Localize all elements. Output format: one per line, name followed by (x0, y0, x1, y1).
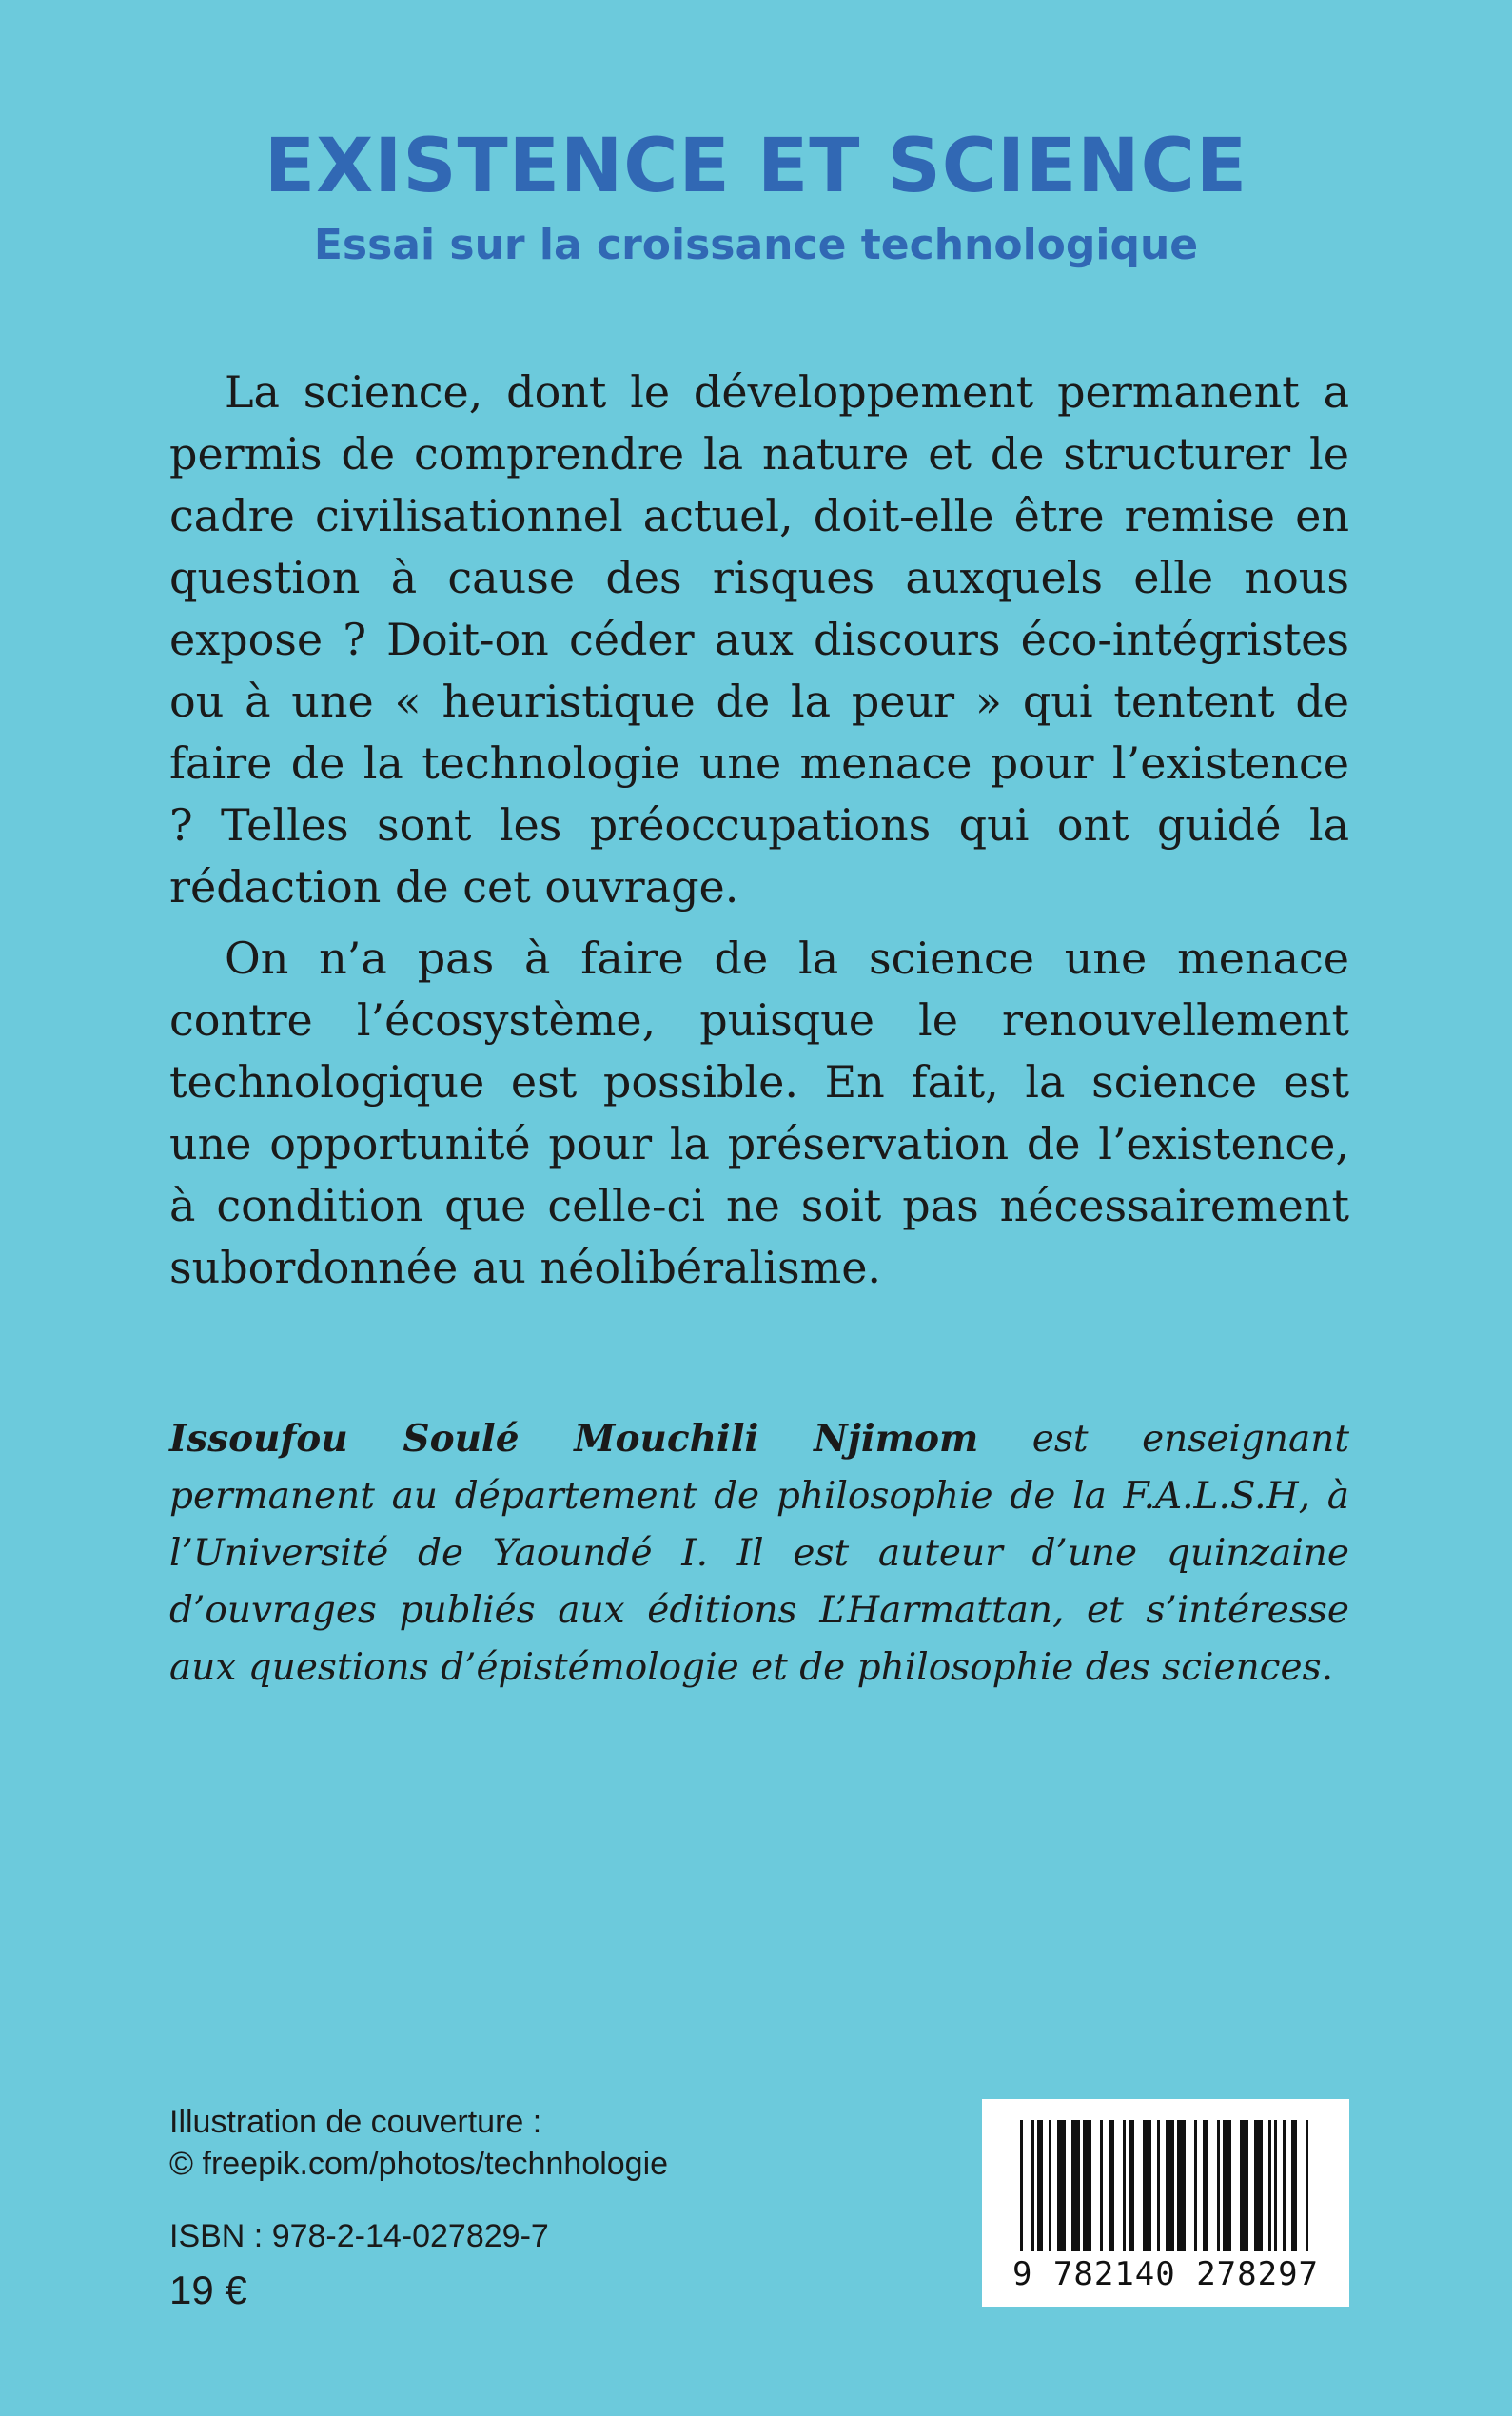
barcode-bar (1268, 2120, 1271, 2251)
barcode-bar (1203, 2120, 1208, 2251)
summary-paragraph: On n’a pas à faire de la science une menace contre l’écosystème, puisque le renouvellement technologique est possible. En fait, la science est une opportunité pour la préservation de l’existence, à condition que celle-ci ne soit pas nécessairement subordonnée au néolibéralisme. (169, 933, 1349, 1293)
barcode-bar (1306, 2120, 1308, 2251)
author-name: Issoufou Soulé Mouchili Njimom (169, 1417, 979, 1461)
barcode-digits: 9 782140 278297 (1011, 2255, 1320, 2293)
barcode-bar (1166, 2120, 1174, 2251)
credits-source: © freepik.com/photos/technhologie (169, 2146, 669, 2182)
book-subtitle: Essai sur la croissance technologique (313, 221, 1199, 269)
barcode-bar (1031, 2120, 1034, 2251)
barcode-bar (1157, 2120, 1160, 2251)
cover-credits (169, 2101, 668, 2185)
summary (169, 362, 1349, 1308)
barcode-bars (1020, 2120, 1311, 2251)
barcode-bar (1217, 2120, 1220, 2251)
barcode (982, 2099, 1349, 2307)
barcode-bar (1194, 2120, 1197, 2251)
barcode-bar (1274, 2120, 1277, 2251)
barcode-bar (1240, 2120, 1248, 2251)
credits-label: Illustration de couverture : (169, 2104, 542, 2140)
barcode-bar (1071, 2120, 1080, 2251)
barcode-bar (1223, 2120, 1231, 2251)
isbn: ISBN : 978-2-14-027829-7 (169, 2218, 549, 2254)
barcode-bar (1109, 2120, 1114, 2251)
barcode-bar (1129, 2120, 1134, 2251)
barcode-bar (1020, 2120, 1023, 2251)
author-bio (169, 1410, 1349, 1697)
summary-paragraph: La science, dont le développement permanent a permis de comprendre la nature et de structurer le cadre civilisationnel actuel, doit-elle être remise en question à cause des risques auxquels elle nous expose ? Doit-on céder aux discours éco-intégristes ou à une « heuristique de la peur » qui tentent de faire de la technologie une menace pour l’existence ? Telles sont les préoccupations qui ont guidé la rédaction de cet ouvrage. (169, 366, 1349, 913)
barcode-bar (1291, 2120, 1297, 2251)
barcode-bar (1143, 2120, 1151, 2251)
barcode-bar (1037, 2120, 1043, 2251)
barcode-bar (1177, 2120, 1186, 2251)
barcode-bar (1049, 2120, 1051, 2251)
barcode-bar (1083, 2120, 1091, 2251)
barcode-bar (1254, 2120, 1263, 2251)
author-bio-text: est enseignant permanent au département de philosophie de la F.A.L.S.H, à l’Université de Yaoundé I. Il est auteur d’une quinzaine d’ouvrages publiés aux éditions L’Harmattan, et s’intéresse aux questions d’épistémologie et de philosophie des sciences. (169, 1418, 1349, 1689)
barcode-bar (1057, 2120, 1066, 2251)
barcode-bar (1100, 2120, 1103, 2251)
book-title: EXISTENCE ET SCIENCE (264, 124, 1248, 209)
barcode-bar (1283, 2120, 1286, 2251)
barcode-bar (1123, 2120, 1126, 2251)
price: 19 € (169, 2268, 247, 2312)
